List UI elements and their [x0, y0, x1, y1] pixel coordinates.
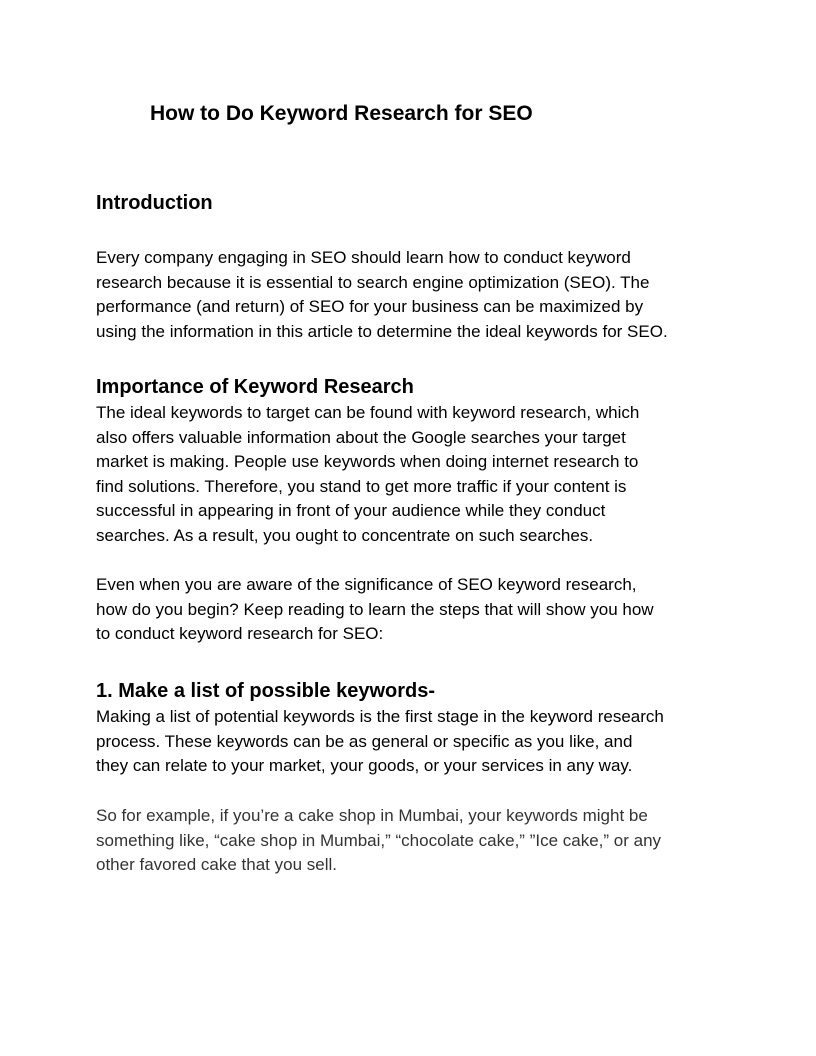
- importance-heading: Importance of Keyword Research: [96, 376, 414, 398]
- introduction-heading: Introduction: [96, 192, 213, 214]
- paragraph-line: So for example, if you’re a cake shop in Mumbai, your keywords might be: [96, 806, 648, 825]
- introduction-paragraph: [96, 246, 726, 344]
- paragraph-line: they can relate to your market, your goods, or your services in any way.: [96, 756, 633, 775]
- paragraph-line: find solutions. Therefore, you stand to get more traffic if your content is: [96, 476, 627, 496]
- importance-followup-paragraph: [96, 573, 726, 647]
- paragraph-line: how do you begin? Keep reading to learn the steps that will show you how: [96, 599, 654, 619]
- paragraph-line: Making a list of potential keywords is the first stage in the keyword research: [96, 707, 664, 726]
- importance-paragraph: [96, 401, 726, 548]
- step1-paragraph: [96, 705, 726, 779]
- paragraph-line: The ideal keywords to target can be found with keyword research, which: [96, 403, 640, 422]
- paragraph-line: Every company engaging in SEO should learn how to conduct keyword: [96, 248, 631, 267]
- step1-heading: 1. Make a list of possible keywords-: [96, 680, 436, 702]
- paragraph-line: process. These keywords can be as general or specific as you like, and: [96, 731, 633, 751]
- paragraph-line: using the information in this article to determine the ideal keywords for SEO.: [96, 321, 668, 341]
- step1-example-paragraph: [96, 804, 726, 878]
- paragraph-line: performance (and return) of SEO for your business can be maximized by: [96, 297, 644, 316]
- paragraph-line: research because it is essential to search engine optimization (SEO). The: [96, 272, 650, 292]
- paragraph-line: successful in appearing in front of your audience while they conduct: [96, 501, 606, 520]
- paragraph-line: market is making. People use keywords when doing internet research to: [96, 452, 639, 471]
- paragraph-line: searches. As a result, you ought to concentrate on such searches.: [96, 525, 594, 545]
- document-title: How to Do Keyword Research for SEO: [150, 102, 533, 125]
- paragraph-line: Even when you are aware of the significance of SEO keyword research,: [96, 575, 637, 594]
- paragraph-line: other favored cake that you sell.: [96, 855, 337, 874]
- paragraph-line: to conduct keyword research for SEO:: [96, 624, 384, 643]
- paragraph-line: also offers valuable information about the Google searches your target: [96, 427, 626, 447]
- paragraph-line: something like, “cake shop in Mumbai,” “chocolate cake,” ”Ice cake,” or any: [96, 830, 662, 850]
